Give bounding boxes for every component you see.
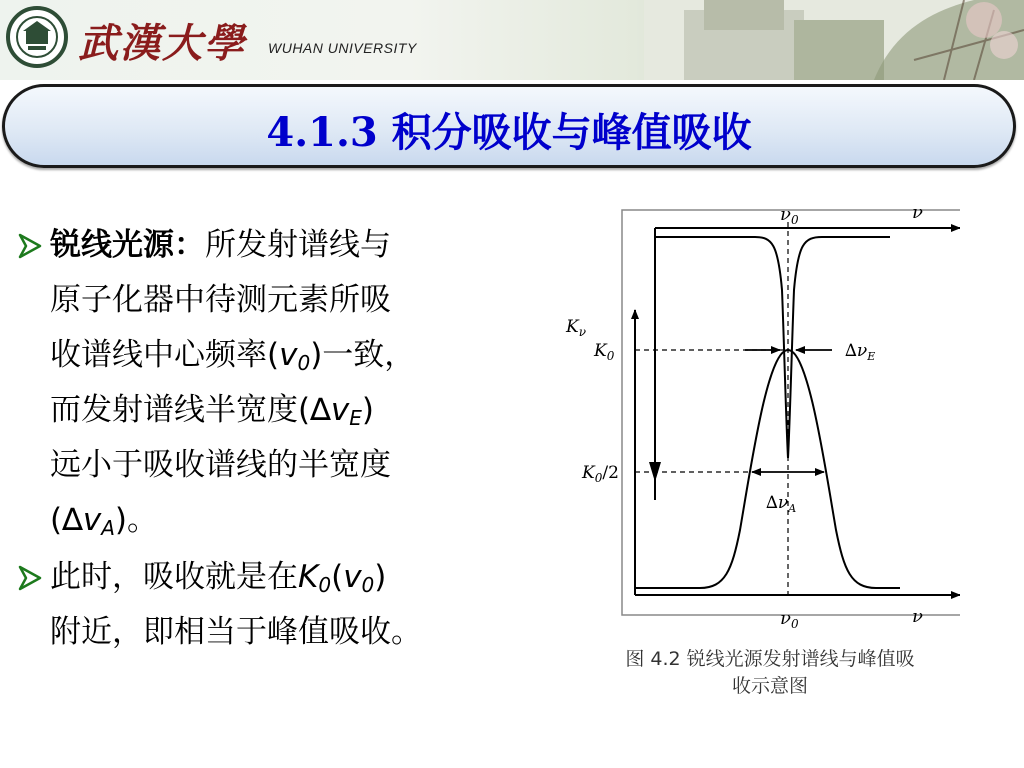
bullet-2-text-1a: 此时，吸收就是在 bbox=[50, 559, 298, 595]
bullet-1-text-6b: )。 bbox=[114, 502, 158, 538]
delta-nu-e-label: $\Delta\nu_E$ bbox=[845, 341, 876, 363]
nu-symbol: v bbox=[343, 559, 362, 595]
absorption-diagram bbox=[560, 200, 960, 710]
caption-line-2: 收示意图 bbox=[731, 675, 808, 697]
bullet-list bbox=[16, 218, 576, 660]
arrow-bullet-icon bbox=[16, 564, 44, 592]
bullet-1-text-4a: 而发射谱线半宽度(∆ bbox=[50, 392, 331, 428]
bullet-item-peak-absorption bbox=[16, 550, 576, 660]
bullet-1-text-1: 所发射谱线与 bbox=[205, 227, 391, 263]
open-paren: ( bbox=[331, 559, 344, 595]
bottom-nu0-label: $\nu_0$ bbox=[780, 608, 799, 631]
university-name-en: WUHAN UNIVERSITY bbox=[268, 40, 417, 56]
figure-caption bbox=[590, 646, 950, 700]
campus-photo bbox=[644, 0, 1024, 80]
close-paren: ) bbox=[374, 559, 387, 595]
term-label: 锐线光源： bbox=[50, 227, 205, 263]
bullet-1-line-3 bbox=[50, 328, 576, 383]
absorption-line-curve bbox=[635, 350, 900, 588]
top-nu0-label: $\nu_0$ bbox=[780, 204, 799, 227]
kv-label: $K_\nu$ bbox=[566, 317, 586, 339]
k-symbol: K bbox=[298, 559, 319, 595]
nu-symbol: v bbox=[82, 502, 102, 538]
nu-subscript: E bbox=[349, 406, 362, 430]
k0-label: $K_0$ bbox=[594, 341, 615, 363]
nu-subscript: 0 bbox=[297, 351, 311, 375]
nu-symbol: v bbox=[279, 337, 298, 373]
k0-half-label: $K_0/2$ bbox=[582, 463, 619, 485]
bullet-1-line-6 bbox=[50, 493, 576, 548]
nu-symbol: v bbox=[330, 392, 350, 428]
bullet-1-text-3a: 收谱线中心频率( bbox=[50, 337, 280, 373]
caption-line-1: 图 4.2 锐线光源发射谱线与峰值吸 bbox=[625, 648, 915, 670]
bullet-2-line-1 bbox=[50, 550, 576, 605]
university-seal-icon bbox=[6, 4, 68, 70]
bullet-1-line-2: 原子化器中待测元素所吸 bbox=[50, 282, 391, 318]
header-banner bbox=[0, 0, 1024, 80]
bullet-1-text-3b: )一致， bbox=[310, 337, 416, 373]
bullet-item-sharp-line-source bbox=[16, 218, 576, 548]
nu-subscript: 0 bbox=[361, 573, 375, 597]
title-bar bbox=[2, 84, 1016, 168]
bottom-nu-label: ν bbox=[912, 606, 923, 627]
bullet-1-line-5: 远小于吸收谱线的半宽度 bbox=[50, 447, 391, 483]
arrow-bullet-icon bbox=[16, 232, 44, 260]
k-subscript: 0 bbox=[318, 573, 332, 597]
university-name-cn: 武漢大學 bbox=[78, 20, 246, 67]
diagram-frame bbox=[622, 210, 960, 615]
bullet-1-text-6a: (∆ bbox=[50, 502, 83, 538]
nu-subscript: A bbox=[101, 516, 115, 540]
bullet-1-line-4 bbox=[50, 383, 576, 438]
bullet-1-line-1 bbox=[50, 218, 576, 273]
slide-title: 4.1.3 积分吸收与峰值吸收 bbox=[266, 109, 752, 156]
bullet-1-text-4b: ) bbox=[361, 392, 374, 428]
delta-nu-a-label: $\Delta\nu_A$ bbox=[766, 493, 797, 515]
top-nu-label: ν bbox=[912, 202, 923, 223]
bullet-2-line-2: 附近，即相当于峰值吸收。 bbox=[50, 614, 422, 650]
